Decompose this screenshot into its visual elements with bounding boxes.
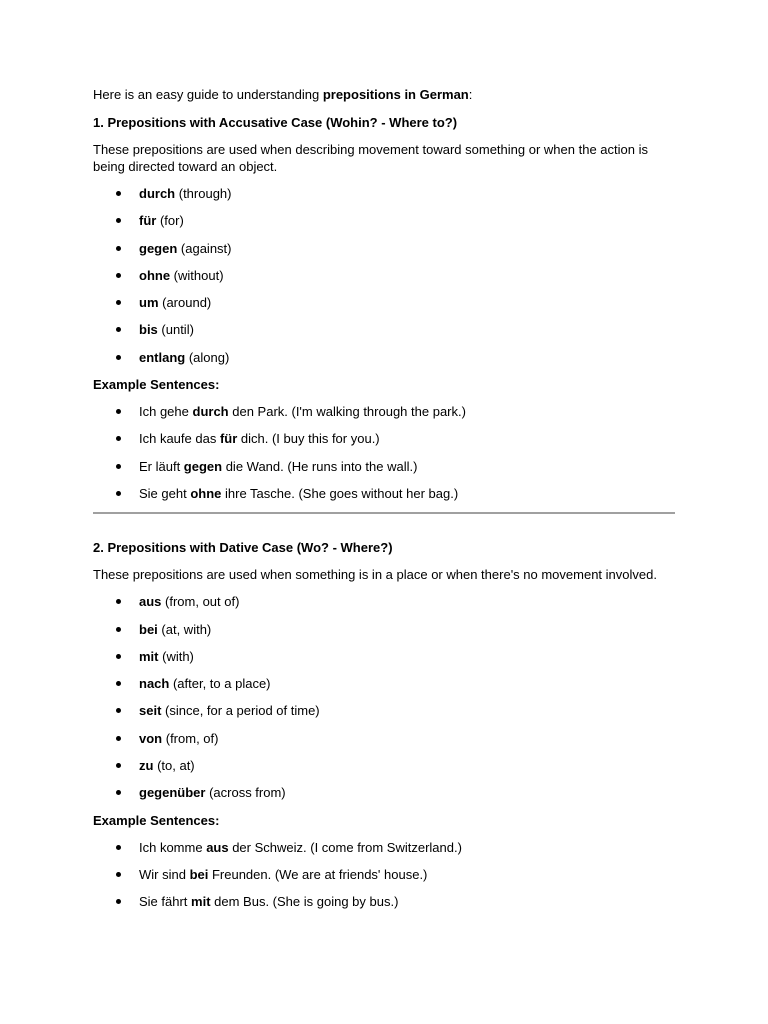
preposition-meaning: (across from): [205, 785, 286, 801]
preposition-word: zu: [139, 758, 154, 774]
example-text: Ich kaufe das: [139, 431, 220, 447]
list-item: [93, 294, 675, 311]
example-text: Wir sind: [139, 866, 190, 882]
list-item: [93, 648, 675, 665]
dative-preposition-list: [93, 593, 675, 801]
example-preposition: gegen: [183, 458, 223, 474]
preposition-meaning: (around): [158, 295, 212, 311]
preposition-meaning: (for): [156, 213, 184, 229]
horizontal-divider: [93, 512, 675, 514]
list-item: [93, 240, 675, 257]
example-text: Sie geht: [139, 485, 191, 501]
section-1-description: These prepositions are used when describing movement toward something or when the action is being directed toward an object.: [93, 142, 648, 174]
list-item: [93, 593, 675, 610]
example-preposition: aus: [206, 839, 229, 855]
list-item: [93, 730, 675, 747]
preposition-meaning: (along): [185, 349, 230, 365]
preposition-word: aus: [139, 594, 162, 610]
preposition-meaning: (at, with): [157, 621, 212, 637]
section-1-examples-label: Example Sentences:: [93, 377, 220, 393]
example-preposition: ohne: [190, 485, 222, 501]
preposition-meaning: (until): [157, 322, 194, 338]
list-item: [93, 458, 675, 475]
section-1-heading: 1. Prepositions with Accusative Case (Wohin? - Where to?): [93, 115, 458, 130]
section-2-examples-label: Example Sentences:: [93, 812, 220, 828]
example-text: Freunden. (We are at friends' house.): [208, 866, 428, 882]
preposition-word: bis: [139, 322, 158, 338]
list-item: [93, 212, 675, 229]
example-preposition: für: [219, 431, 238, 447]
intro-topic: prepositions in German: [322, 87, 469, 102]
preposition-word: gegen: [139, 240, 178, 256]
example-text: Sie fährt: [139, 894, 192, 910]
section-2-heading: 2. Prepositions with Dative Case (Wo? - Where?): [93, 540, 393, 556]
list-item: [93, 757, 675, 774]
example-text: dich. (I buy this for you.): [237, 431, 380, 447]
list-item: [93, 784, 675, 801]
example-preposition: mit: [191, 894, 211, 910]
preposition-word: um: [139, 295, 159, 311]
example-text: Er läuft: [139, 458, 184, 474]
preposition-word: mit: [139, 648, 159, 664]
list-item: [93, 839, 675, 856]
list-item: [93, 675, 675, 692]
preposition-meaning: (against): [177, 240, 232, 256]
example-preposition: bei: [189, 866, 209, 882]
preposition-word: entlang: [139, 349, 186, 365]
example-preposition: durch: [192, 404, 229, 420]
list-item: [93, 702, 675, 719]
preposition-meaning: (through): [175, 186, 232, 201]
preposition-meaning: (without): [170, 267, 224, 283]
preposition-word: bei: [139, 621, 158, 637]
list-item: [93, 185, 675, 202]
example-text: die Wand. (He runs into the wall.): [222, 458, 418, 474]
list-item: [93, 349, 675, 366]
preposition-word: für: [139, 213, 157, 229]
example-text: dem Bus. (She is going by bus.): [210, 894, 399, 910]
list-item: [93, 267, 675, 284]
list-item: [93, 893, 675, 910]
accusative-example-list: [93, 403, 675, 502]
list-item: [93, 403, 675, 420]
example-text: Ich komme: [139, 839, 207, 855]
list-item: [93, 485, 675, 502]
example-text: Ich gehe: [139, 404, 193, 420]
preposition-meaning: (from, of): [162, 730, 219, 746]
list-item: [93, 321, 675, 338]
intro-paragraph: [93, 86, 675, 103]
dative-example-list: [93, 839, 675, 911]
intro-colon: :: [468, 87, 473, 102]
list-item: [93, 866, 675, 883]
example-text: der Schweiz. (I come from Switzerland.): [228, 839, 462, 855]
list-item: [93, 621, 675, 638]
preposition-word: ohne: [139, 267, 171, 283]
example-text: ihre Tasche. (She goes without her bag.): [221, 485, 459, 501]
preposition-meaning: (to, at): [153, 758, 195, 774]
example-text: den Park. (I'm walking through the park.): [228, 404, 466, 420]
preposition-word: nach: [139, 676, 170, 692]
preposition-meaning: (from, out of): [161, 594, 240, 610]
preposition-word: von: [139, 730, 163, 746]
document-page: [93, 86, 675, 921]
preposition-word: seit: [139, 703, 162, 719]
preposition-word: durch: [139, 186, 176, 201]
preposition-meaning: (since, for a period of time): [161, 703, 320, 719]
section-2-description: These prepositions are used when something is in a place or when there's no movement involved.: [93, 567, 657, 583]
preposition-meaning: (with): [158, 648, 194, 664]
preposition-word: gegenüber: [139, 785, 206, 801]
intro-text: Here is an easy guide to understanding: [93, 87, 323, 102]
accusative-preposition-list: [93, 185, 675, 366]
preposition-meaning: (after, to a place): [169, 676, 271, 692]
list-item: [93, 430, 675, 447]
